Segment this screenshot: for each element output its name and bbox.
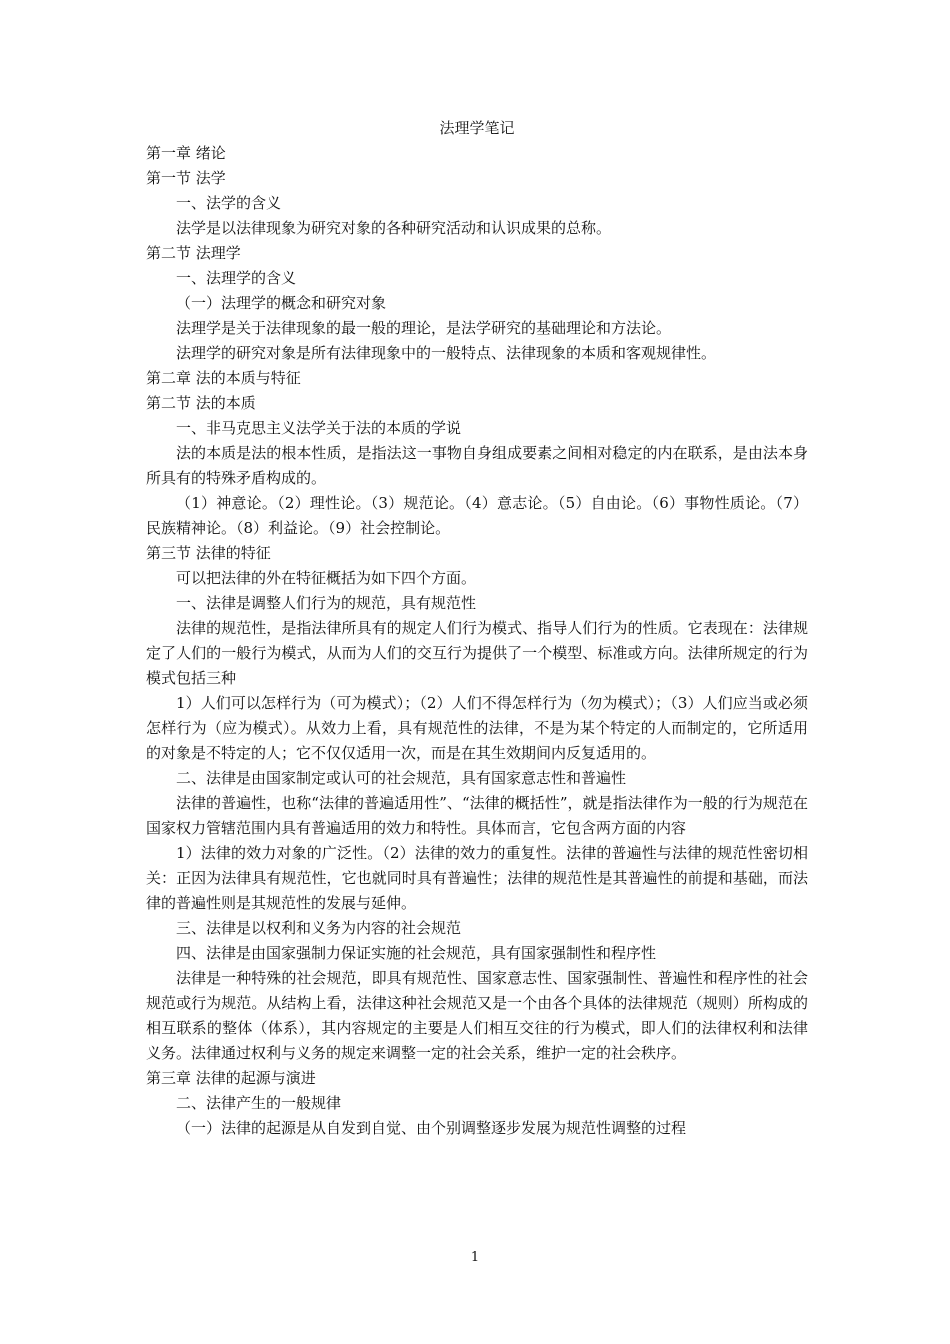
- subheading: 二、法律产生的一般规律: [176, 1094, 342, 1112]
- section-heading: 第三节 法律的特征: [146, 544, 271, 562]
- subheading: （一）法理学的概念和研究对象: [176, 294, 387, 312]
- paragraph: 1）人们可以怎样行为（可为模式）；（2）人们不得怎样行为（勿为模式）；（3）人们应当或必须怎样行为（应为模式）。从效力上看，具有规范性的法律，不是为某个特定的人而制定的，它所适用的对象是不特定的人；它不仅仅适用一次，而是在其生效期间内反复适用的。: [146, 694, 808, 762]
- paragraph: 法理学的研究对象是所有法律现象中的一般特点、法律现象的本质和客观规律性。: [176, 344, 717, 362]
- subheading: （一）法律的起源是从自发到自觉、由个别调整逐步发展为规范性调整的过程: [176, 1119, 687, 1137]
- page-number: 1: [470, 1250, 480, 1265]
- chapter-heading: 第三章 法律的起源与演进: [146, 1069, 316, 1087]
- section-heading: 第二节 法的本质: [146, 394, 256, 412]
- paragraph: 法律的普遍性，也称“法律的普遍适用性”、“法律的概括性”，就是指法律作为一般的行为规范在国家权力管辖范围内具有普遍适用的效力和特性。具体而言，它包含两方面的内容: [146, 794, 808, 837]
- chapter-heading: 第二章 法的本质与特征: [146, 369, 301, 387]
- document-page: [146, 116, 808, 1141]
- paragraph: 法的本质是法的根本性质，是指法这一事物自身组成要素之间相对稳定的内在联系，是由法本身所具有的特殊矛盾构成的。: [146, 444, 808, 487]
- document-title: 法理学笔记: [439, 119, 515, 137]
- subheading: 一、法学的含义: [176, 194, 282, 212]
- section-heading: 第一节 法学: [146, 169, 226, 187]
- paragraph: 可以把法律的外在特征概括为如下四个方面。: [176, 569, 477, 587]
- paragraph: （1）神意论。（2）理性论。（3）规范论。（4）意志论。（5）自由论。（6）事物性质论。（7）民族精神论。（8）利益论。（9）社会控制论。: [146, 494, 808, 537]
- paragraph: 1）法律的效力对象的广泛性。（2）法律的效力的重复性。法律的普遍性与法律的规范性密切相关：正因为法律具有规范性，它也就同时具有普遍性；法律的规范性是其普遍性的前提和基础，而法律的普遍性则是其规范性的发展与延伸。: [146, 844, 808, 912]
- chapter-heading: 第一章 绪论: [146, 144, 226, 162]
- subheading: 三、法律是以权利和义务为内容的社会规范: [176, 919, 462, 937]
- subheading: 二、法律是由国家制定或认可的社会规范，具有国家意志性和普遍性: [176, 769, 627, 787]
- subheading: 一、法理学的含义: [176, 269, 297, 287]
- paragraph: 法律的规范性，是指法律所具有的规定人们行为模式、指导人们行为的性质。它表现在：法律规定了人们的一般行为模式，从而为人们的交互行为提供了一个模型、标准或方向。法律所规定的行为模式包括三种: [146, 619, 808, 687]
- subheading: 一、非马克思主义法学关于法的本质的学说: [176, 419, 462, 437]
- paragraph: 法理学是关于法律现象的最一般的理论，是法学研究的基础理论和方法论。: [176, 319, 672, 337]
- paragraph: 法律是一种特殊的社会规范，即具有规范性、国家意志性、国家强制性、普遍性和程序性的社会规范或行为规范。从结构上看，法律这种社会规范又是一个由各个具体的法律规范（规则）所构成的相互联系的整体（体系），其内容规定的主要是人们相互交往的行为模式，即人们的法律权利和法律义务。法律通过权利与义务的规定来调整一定的社会关系，维护一定的社会秩序。: [146, 969, 808, 1062]
- subheading: 一、法律是调整人们行为的规范，具有规范性: [176, 594, 477, 612]
- subheading: 四、法律是由国家强制力保证实施的社会规范，具有国家强制性和程序性: [176, 944, 657, 962]
- section-heading: 第二节 法理学: [146, 244, 241, 262]
- paragraph: 法学是以法律现象为研究对象的各种研究活动和认识成果的总称。: [176, 219, 612, 237]
